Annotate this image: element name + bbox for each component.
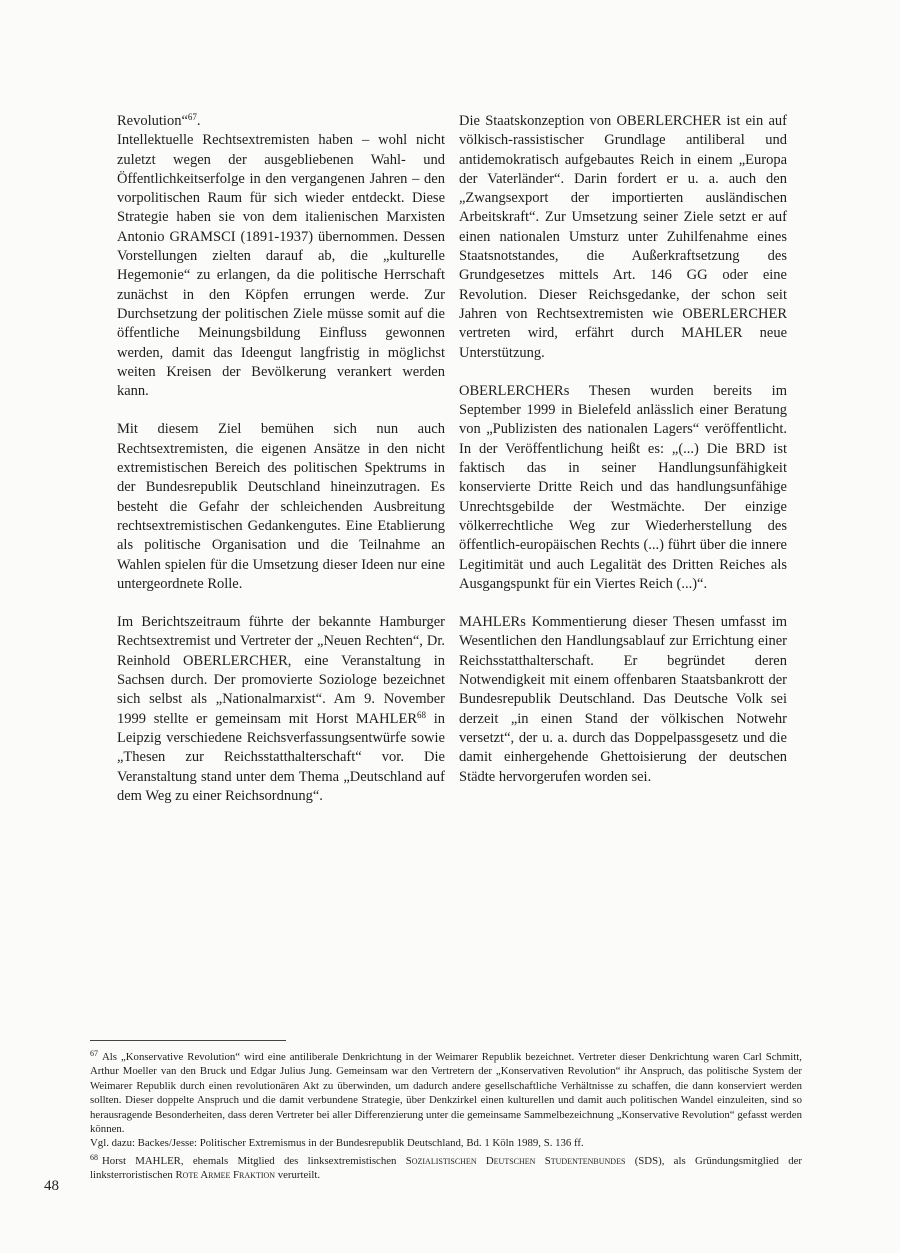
footnote-separator <box>90 1040 286 1041</box>
right-column <box>459 112 787 787</box>
paragraph-spreading-ideas: Mit diesem Ziel bemühen sich nun auch Rechtsextremisten, die eigenen Ansätze in den nicht extremistischen Bereich des politischen Spektrums in der Bundesrepublik Deutschland hineinzutragen. Es besteht die Gefahr der schleichenden Ausbreitung rechtsextremistischen Gedankengutes. Eine Etablierung als politische Organisation und die Teilnahme an Wahlen spielen für die Umsetzung dieser Ideen nur eine untergeordnete Rolle. <box>117 421 445 592</box>
footnote-ref-68[interactable]: 68 <box>417 709 426 720</box>
paragraph-state-concept: Die Staatskonzeption von OBERLERCHER ist ein auf völkisch-rassistischer Grundlage antiliberal und antidemokratisch aufgebautes Reich in einem „Europa der Vaterländer“. Darin fordert er u. a. auch den „Zwangsexport der importierten ausländischen Arbeitskraft“. Zur Umsetzung seiner Ziele setzt er auf einen nationalen Umsturz unter Zuhilfenahme eines Staatsnotstandes, die Außerkraftsetzung des Grundgesetzes mittels Art. 146 GG oder eine Revolution. Dieser Reichsgedanke, der schon seit Jahren von Rechtsextremisten wie OBERLERCHER vertreten wird, erfährt durch MAHLER neue Unterstützung. <box>459 113 787 361</box>
paragraph-theses-publication: OBERLERCHERs Thesen wurden bereits im September 1999 in Bielefeld anlässlich einer Beratung von „Publizisten des nationalen Lagers“ veröffentlicht. In der Veröffentlichung heißt es: „(...) Die BRD ist faktisch das in seiner Handlungsunfähigkeit konservierte Dritte Reich und das handlungsunfähige Unrechtsgebilde der Westmächte. Der einzige völkerrechtliche Weg zur Wiederherstellung des öffentlich-europäischen Rechts (...) führt über die innere Legitimität und auch Legalität des Dritten Reiches als Ausgangspunkt für ein Viertes Reich (...)“. <box>459 382 787 592</box>
footnote-67-reference: Vgl. dazu: Backes/Jesse: Politischer Extremismus in der Bundesrepublik Deutschland, Bd. 1 Köln 1989, S. 136 ff. <box>90 1137 584 1150</box>
paragraph-oberlercher-event: Im Berichtszeitraum führte der bekannte Hamburger Rechtsextremist und Vertreter der „Neuen Rechten“, Dr. Reinhold OBERLERCHER, eine Veranstaltung in Sachsen durch. Der promovierte Soziologe bezeichnet sich selbst als „Nationalmarxist“. Am 9. November 1999 stellte er gemeinsam mit Horst MAHLER$^{68}$ in Leipzig verschiedene Reichsverfassungsentwürfe sowie „Thesen zur Reichsstatthalterschaft“ vor. Die Veranstaltung stand unter dem Thema „Deutschland auf dem Weg zu einer Reichsordnung“. <box>117 614 445 804</box>
paragraph-continuation: Revolution“$^{67}$. <box>117 112 201 129</box>
left-column <box>117 112 445 806</box>
paragraph-intellectual-extremists: Intellektuelle Rechtsextremisten haben – wohl nicht zuletzt wegen der ausgebliebenen Wahl- und Öffentlichkeitserfolge in den vergangenen Jahren – den vorpolitischen Raum für sich wieder entdeckt. Diese Strategie haben sie von dem italienischen Marxisten Antonio GRAMSCI (1891-1937) übernommen. Dessen Vorstellungen zielten darauf ab, die „kulturelle Hegemonie“ zu erlangen, da die politische Herrschaft zunächst in den Köpfen errungen werde. Zur Durchsetzung der politischen Ziele müsse somit auf die öffentliche Meinungsbildung Einfluss gewonnen werden, damit das Ideengut langfristig in möglichst weiten Kreisen der Bevölkerung verankert werden kann. <box>117 132 445 400</box>
paragraph-mahler-commentary: MAHLERs Kommentierung dieser Thesen umfasst im Wesentlichen den Handlungsablauf zur Errichtung einer Reichsstatthalterschaft. Er begründet deren Notwendigkeit mit einem offenbaren Staatsbankrott der Bundesrepublik Deutschland. Das Deutsche Volk sei derzeit „in einen Stand der völkischen Notwehr versetzt“, der u. a. durch das Doppelpassgesetz und die damit einhergehende Ghettoisierung der deutschen Städte hervorgerufen worden sei. <box>459 614 787 785</box>
footnotes <box>90 1047 802 1183</box>
page-number: 48 <box>44 1178 59 1194</box>
footnote-67: $^{67}$ Als „Konservative Revolution“ wird eine antiliberale Denkrichtung in der Weimarer Republik bezeichnet. Vertreter dieser Denkrichtung waren Carl Schmitt, Arthur Moeller van den Bruck und Edgar Julius Jung. Gemeinsam war den Vertretern der „Konservativen Revolution“ ihr Anspruch, das politische System der Weimarer Republik durch einen revolutionären Akt zu überwinden, um dadurch andere gesellschaftliche Verhältnisse zu schaffen, die dann konserviert werden sollten. Dieser doppelte Anspruch und die damit verbundene Strategie, über Denkzirkel einen kulturellen und damit auch politischen Wandel einzuleiten, sind so herausragende Besonderheiten, dass deren Vertreter bei aller Differenzierung unter die gemeinsame Sammelbezeichnung „Konservative Revolution“ gefasst werden können. <box>90 1049 802 1136</box>
footnote-ref-67[interactable]: 67 <box>187 112 197 122</box>
footnote-68: $^{68}$ Horst MAHLER, ehemals Mitglied des linksextremistischen Sozialistischen Deutschen Studentenbundes (SDS), als Gründungsmitglied der linksterroristischen Rote Armee Fraktion verurteilt. <box>90 1152 802 1182</box>
